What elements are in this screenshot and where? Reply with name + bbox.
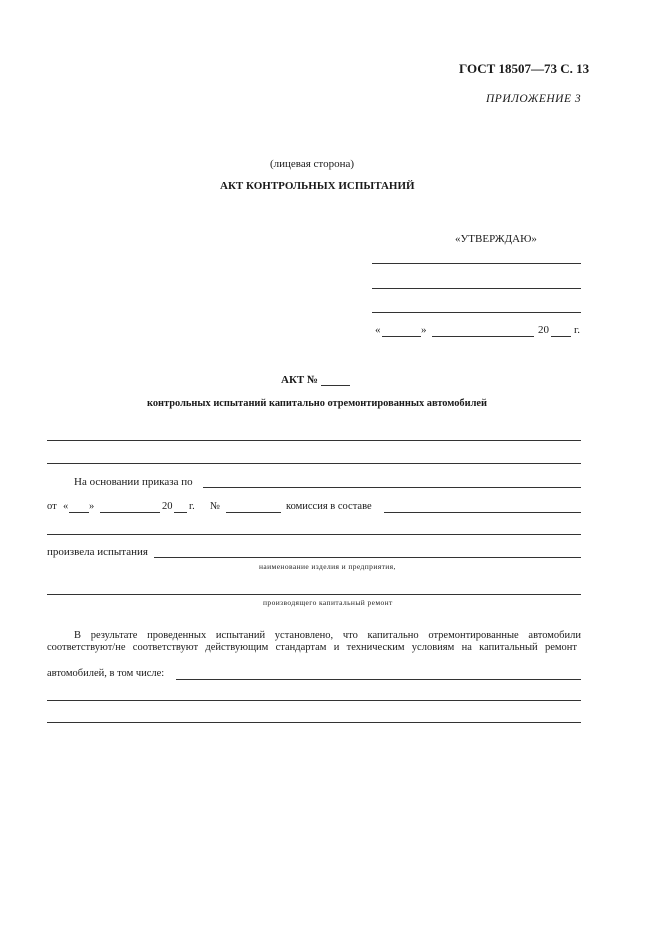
- approval-line-1[interactable]: [372, 263, 581, 264]
- from-year-prefix: 20: [162, 501, 173, 512]
- approval-year-suffix: г.: [574, 324, 581, 336]
- from-label: от: [47, 501, 57, 512]
- document-code: ГОСТ 18507—73 С. 13: [459, 61, 590, 76]
- order-number-field[interactable]: [226, 512, 281, 513]
- caption-repair: производящего капитальный ремонт: [263, 598, 393, 607]
- act-blank-line-1[interactable]: [47, 440, 581, 441]
- approval-year-field[interactable]: [551, 336, 571, 337]
- result-details-field[interactable]: [176, 679, 581, 680]
- repair-enterprise-field[interactable]: [47, 594, 581, 595]
- act-number-label: АКТ №: [281, 374, 319, 386]
- result-line-3-label: автомобилей, в том числе:: [47, 668, 165, 679]
- approval-date-close-quote: »: [421, 324, 427, 336]
- form-title: АКТ КОНТРОЛЬНЫХ ИСПЫТАНИЙ: [220, 180, 415, 192]
- caption-product: наименование изделия и предприятия,: [259, 562, 396, 571]
- tested-label: произвела испытания: [47, 546, 148, 558]
- appendix-label: ПРИЛОЖЕНИЕ 3: [486, 93, 582, 105]
- from-month-field[interactable]: [100, 512, 160, 513]
- tested-field[interactable]: [154, 557, 581, 558]
- result-line-2: соответствуют/не соответствуют действующим стандартам и техническим условиям на капитальный ремонт: [47, 642, 577, 653]
- from-close-quote: »: [89, 501, 95, 512]
- order-label: На основании приказа по: [74, 476, 193, 488]
- side-label: (лицевая сторона): [270, 158, 355, 170]
- from-year-field[interactable]: [174, 512, 187, 513]
- order-field[interactable]: [203, 487, 581, 488]
- from-day-field[interactable]: [69, 512, 89, 513]
- from-open-quote: «: [63, 501, 69, 512]
- commission-field[interactable]: [384, 512, 581, 513]
- from-year-suffix: г.: [189, 501, 195, 512]
- approval-label: «УТВЕРЖДАЮ»: [455, 233, 537, 245]
- result-line-blank-1[interactable]: [47, 700, 581, 701]
- result-line-1: В результате проведенных испытаний установлено, что капитально отремонтированные автомобили: [74, 630, 581, 641]
- act-blank-line-2[interactable]: [47, 463, 581, 464]
- approval-year-prefix: 20: [538, 324, 549, 336]
- approval-day-field[interactable]: [382, 336, 421, 337]
- approval-line-3[interactable]: [372, 312, 581, 313]
- result-line-blank-2[interactable]: [47, 722, 581, 723]
- number-sign: №: [210, 501, 221, 512]
- approval-line-2[interactable]: [372, 288, 581, 289]
- approval-month-field[interactable]: [432, 336, 534, 337]
- approval-date-open-quote: «: [375, 324, 381, 336]
- act-subtitle: контрольных испытаний капитально отремонтированных автомобилей: [147, 398, 488, 409]
- act-number-field[interactable]: [321, 385, 350, 386]
- commission-line-2[interactable]: [47, 534, 581, 535]
- commission-label: комиссия в составе: [286, 501, 372, 512]
